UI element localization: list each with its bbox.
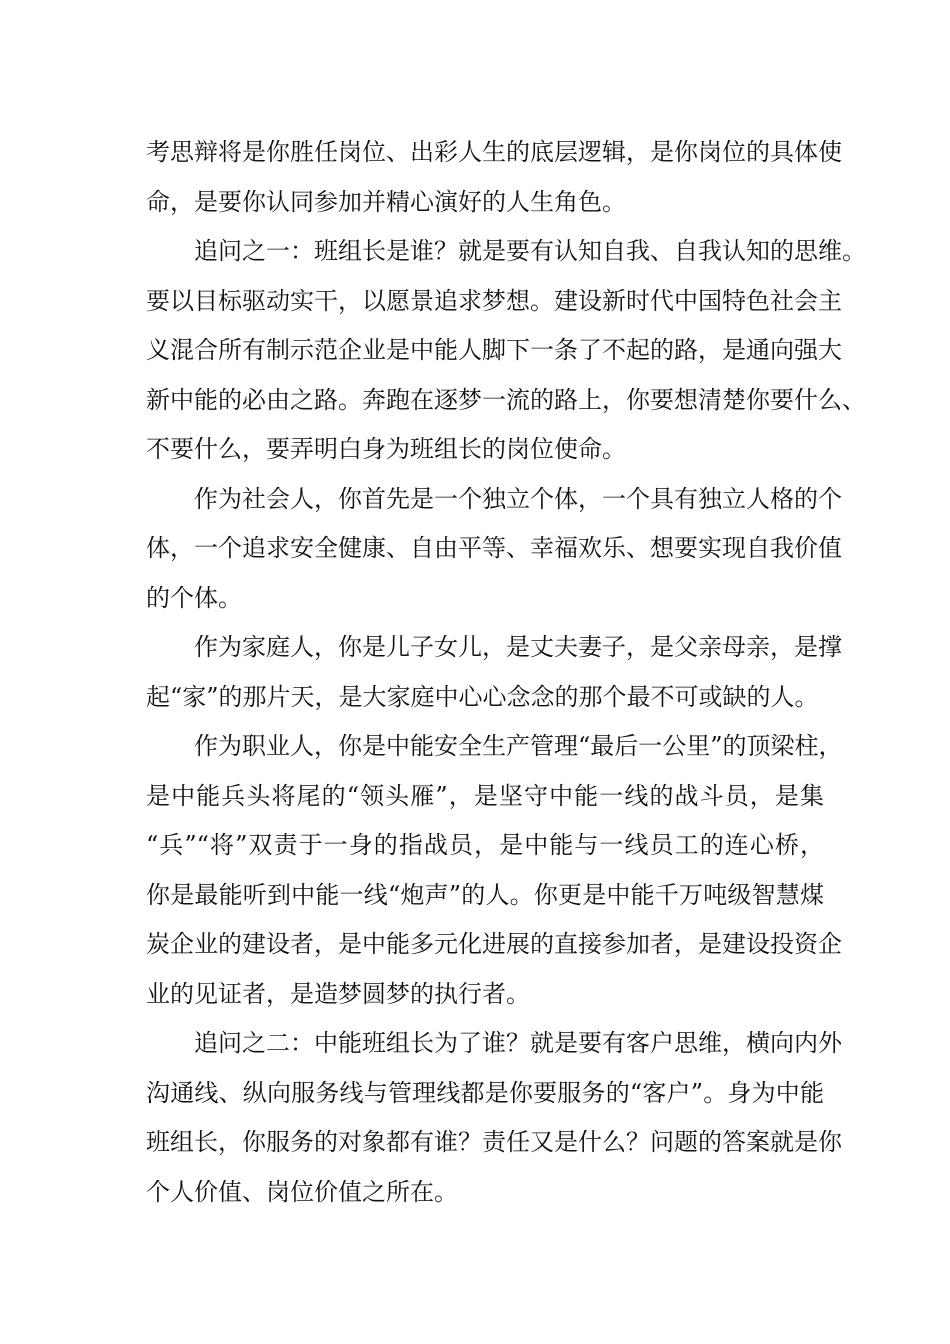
text-line: 义混合所有制示范企业是中能人脚下一条了不起的路，是通向强大 bbox=[146, 336, 842, 364]
paragraph-first-line: 作为职业人，你是中能安全生产管理“最后一公里”的顶梁柱， bbox=[194, 732, 843, 760]
text-line: 考思辩将是你胜任岗位、出彩人生的底层逻辑，是你岗位的具体使 bbox=[146, 138, 842, 166]
paragraph-first-line: 追问之二：中能班组长为了谁？就是要有客户思维，横向内外 bbox=[194, 1029, 842, 1057]
text-line: 新中能的必由之路。奔跑在逐梦一流的路上，你要想清楚你要什么、 bbox=[146, 385, 866, 414]
text-line: 你是最能听到中能一线“炮声”的人。你更是中能千万吨级智慧煤 bbox=[146, 880, 824, 909]
text-line: 要以目标驱动实干，以愿景追求梦想。建设新时代中国特色社会主 bbox=[146, 286, 842, 315]
text-line: 的个体。 bbox=[146, 583, 242, 612]
text-line: 炭企业的建设者，是中能多元化进展的直接参加者，是建设投资企 bbox=[146, 930, 842, 958]
text-line: “兵”“将”双责于一身的指战员，是中能与一线员工的连心桥， bbox=[146, 831, 824, 859]
text-line: 体，一个追求安全健康、自由平等、幸福欢乐、想要实现自我价值 bbox=[146, 534, 842, 562]
text-line: 沟通线、纵向服务线与管理线都是你要服务的“客户”。身为中能 bbox=[146, 1078, 824, 1107]
text-line: 是中能兵头将尾的“领头雁”，是坚守中能一线的战斗员，是集 bbox=[146, 781, 824, 810]
paragraph-first-line: 作为家庭人，你是儿子女儿，是丈夫妻子，是父亲母亲，是撑 bbox=[194, 633, 842, 661]
document-body bbox=[146, 128, 866, 1217]
text-line: 业的见证者，是造梦圆梦的执行者。 bbox=[146, 979, 530, 1008]
text-line: 个人价值、岗位价值之所在。 bbox=[146, 1177, 458, 1206]
text-line: 命，是要你认同参加并精心演好的人生角色。 bbox=[146, 187, 626, 216]
paragraph-first-line: 追问之一：班组长是谁？就是要有认知自我、自我认知的思维。 bbox=[194, 237, 866, 265]
text-line: 起“家”的那片天，是大家庭中心心念念的那个最不可或缺的人。 bbox=[146, 682, 819, 711]
text-line: 班组长，你服务的对象都有谁？责任又是什么？问题的答案就是你 bbox=[146, 1128, 842, 1156]
text-line: 不要什么，要弄明白身为班组长的岗位使命。 bbox=[146, 435, 626, 463]
paragraph-first-line: 作为社会人，你首先是一个独立个体，一个具有独立人格的个 bbox=[194, 484, 842, 513]
